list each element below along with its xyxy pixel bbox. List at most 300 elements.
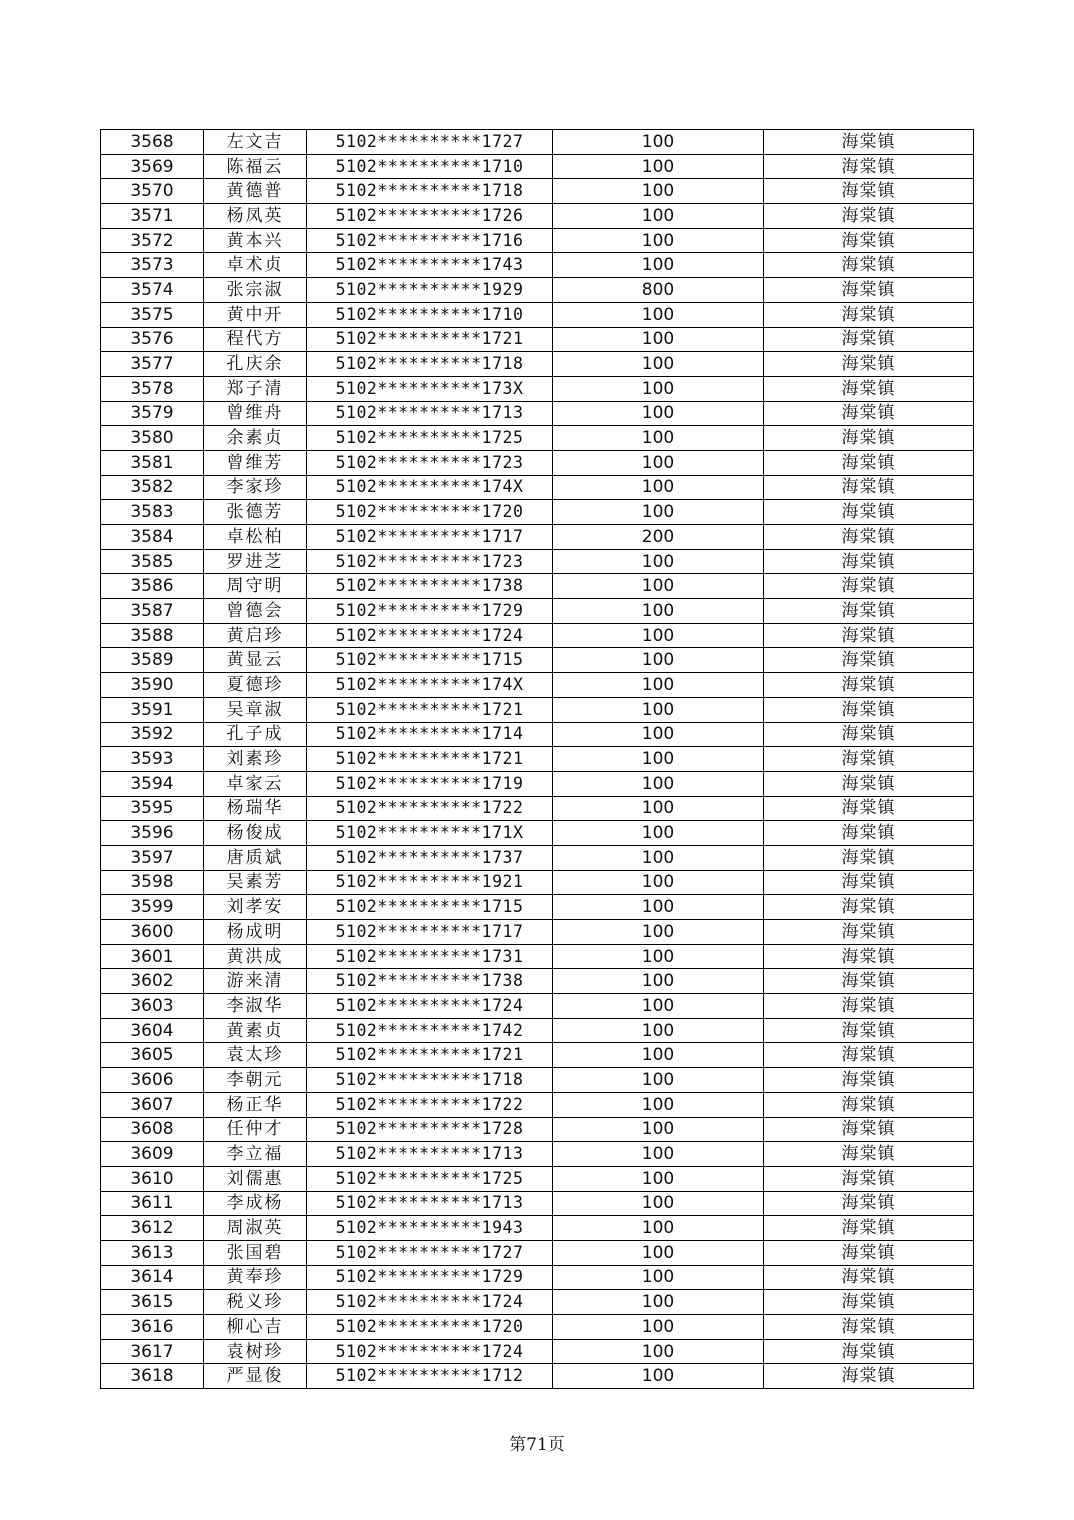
amount-cell: 100 bbox=[553, 1166, 764, 1191]
table-row bbox=[101, 352, 974, 377]
id-number-cell: 5102**********1738 bbox=[307, 574, 553, 599]
name-cell: 郑子清 bbox=[204, 376, 307, 401]
town-cell: 海棠镇 bbox=[764, 1315, 974, 1340]
name-cell: 黄本兴 bbox=[204, 228, 307, 253]
row-number-cell: 3598 bbox=[101, 870, 204, 895]
row-number-cell: 3568 bbox=[101, 130, 204, 155]
amount-cell: 100 bbox=[553, 1018, 764, 1043]
name-cell: 黄德普 bbox=[204, 179, 307, 204]
name-cell: 刘儒惠 bbox=[204, 1166, 307, 1191]
amount-cell: 100 bbox=[553, 1043, 764, 1068]
table-row bbox=[101, 697, 974, 722]
amount-cell: 100 bbox=[553, 1092, 764, 1117]
amount-cell: 100 bbox=[553, 253, 764, 278]
row-number-cell: 3595 bbox=[101, 796, 204, 821]
amount-cell: 100 bbox=[553, 1142, 764, 1167]
amount-cell: 100 bbox=[553, 1290, 764, 1315]
table-row bbox=[101, 1216, 974, 1241]
town-cell: 海棠镇 bbox=[764, 1265, 974, 1290]
id-number-cell: 5102**********1921 bbox=[307, 870, 553, 895]
amount-cell: 100 bbox=[553, 1191, 764, 1216]
table-row bbox=[101, 327, 974, 352]
id-number-cell: 5102**********1713 bbox=[307, 401, 553, 426]
id-number-cell: 5102**********1738 bbox=[307, 969, 553, 994]
id-number-cell: 5102**********1943 bbox=[307, 1216, 553, 1241]
row-number-cell: 3616 bbox=[101, 1315, 204, 1340]
table-row bbox=[101, 376, 974, 401]
town-cell: 海棠镇 bbox=[764, 204, 974, 229]
town-cell: 海棠镇 bbox=[764, 278, 974, 303]
name-cell: 曾德会 bbox=[204, 599, 307, 624]
town-cell: 海棠镇 bbox=[764, 376, 974, 401]
town-cell: 海棠镇 bbox=[764, 1068, 974, 1093]
amount-cell: 100 bbox=[553, 599, 764, 624]
town-cell: 海棠镇 bbox=[764, 228, 974, 253]
town-cell: 海棠镇 bbox=[764, 179, 974, 204]
row-number-cell: 3613 bbox=[101, 1240, 204, 1265]
town-cell: 海棠镇 bbox=[764, 1240, 974, 1265]
table-row bbox=[101, 1364, 974, 1389]
name-cell: 周淑英 bbox=[204, 1216, 307, 1241]
row-number-cell: 3612 bbox=[101, 1216, 204, 1241]
town-cell: 海棠镇 bbox=[764, 673, 974, 698]
town-cell: 海棠镇 bbox=[764, 327, 974, 352]
town-cell: 海棠镇 bbox=[764, 648, 974, 673]
amount-cell: 100 bbox=[553, 179, 764, 204]
amount-cell: 100 bbox=[553, 697, 764, 722]
town-cell: 海棠镇 bbox=[764, 352, 974, 377]
table-row bbox=[101, 1117, 974, 1142]
id-number-cell: 5102**********1714 bbox=[307, 722, 553, 747]
row-number-cell: 3580 bbox=[101, 426, 204, 451]
name-cell: 卓松柏 bbox=[204, 525, 307, 550]
id-number-cell: 5102**********1722 bbox=[307, 1092, 553, 1117]
table-row bbox=[101, 599, 974, 624]
id-number-cell: 5102**********1725 bbox=[307, 426, 553, 451]
amount-cell: 100 bbox=[553, 895, 764, 920]
name-cell: 袁树珍 bbox=[204, 1339, 307, 1364]
id-number-cell: 5102**********174X bbox=[307, 673, 553, 698]
amount-cell: 100 bbox=[553, 648, 764, 673]
row-number-cell: 3606 bbox=[101, 1068, 204, 1093]
town-cell: 海棠镇 bbox=[764, 253, 974, 278]
name-cell: 杨凤英 bbox=[204, 204, 307, 229]
row-number-cell: 3576 bbox=[101, 327, 204, 352]
amount-cell: 100 bbox=[553, 154, 764, 179]
row-number-cell: 3583 bbox=[101, 500, 204, 525]
amount-cell: 100 bbox=[553, 475, 764, 500]
id-number-cell: 5102**********1728 bbox=[307, 1117, 553, 1142]
town-cell: 海棠镇 bbox=[764, 771, 974, 796]
id-number-cell: 5102**********1719 bbox=[307, 771, 553, 796]
row-number-cell: 3596 bbox=[101, 821, 204, 846]
id-number-cell: 5102**********1720 bbox=[307, 1315, 553, 1340]
id-number-cell: 5102**********1723 bbox=[307, 549, 553, 574]
id-number-cell: 5102**********1729 bbox=[307, 1265, 553, 1290]
row-number-cell: 3574 bbox=[101, 278, 204, 303]
amount-cell: 100 bbox=[553, 845, 764, 870]
name-cell: 袁太珍 bbox=[204, 1043, 307, 1068]
name-cell: 唐质斌 bbox=[204, 845, 307, 870]
records-table-body bbox=[101, 130, 974, 1389]
row-number-cell: 3605 bbox=[101, 1043, 204, 1068]
table-row bbox=[101, 401, 974, 426]
table-row bbox=[101, 302, 974, 327]
table-row bbox=[101, 771, 974, 796]
id-number-cell: 5102**********171X bbox=[307, 821, 553, 846]
town-cell: 海棠镇 bbox=[764, 697, 974, 722]
row-number-cell: 3575 bbox=[101, 302, 204, 327]
amount-cell: 100 bbox=[553, 1265, 764, 1290]
id-number-cell: 5102**********1721 bbox=[307, 747, 553, 772]
table-row bbox=[101, 870, 974, 895]
id-number-cell: 5102**********1717 bbox=[307, 525, 553, 550]
table-row bbox=[101, 821, 974, 846]
town-cell: 海棠镇 bbox=[764, 944, 974, 969]
name-cell: 吴素芳 bbox=[204, 870, 307, 895]
table-row bbox=[101, 475, 974, 500]
name-cell: 孔庆余 bbox=[204, 352, 307, 377]
table-row bbox=[101, 426, 974, 451]
name-cell: 余素贞 bbox=[204, 426, 307, 451]
amount-cell: 100 bbox=[553, 376, 764, 401]
id-number-cell: 5102**********1718 bbox=[307, 1068, 553, 1093]
table-row bbox=[101, 1043, 974, 1068]
id-number-cell: 5102**********1717 bbox=[307, 920, 553, 945]
town-cell: 海棠镇 bbox=[764, 426, 974, 451]
id-number-cell: 5102**********1722 bbox=[307, 796, 553, 821]
name-cell: 李成杨 bbox=[204, 1191, 307, 1216]
name-cell: 刘孝安 bbox=[204, 895, 307, 920]
records-table bbox=[100, 129, 974, 1389]
town-cell: 海棠镇 bbox=[764, 1290, 974, 1315]
id-number-cell: 5102**********1715 bbox=[307, 895, 553, 920]
row-number-cell: 3588 bbox=[101, 623, 204, 648]
town-cell: 海棠镇 bbox=[764, 870, 974, 895]
id-number-cell: 5102**********1724 bbox=[307, 1339, 553, 1364]
row-number-cell: 3597 bbox=[101, 845, 204, 870]
id-number-cell: 5102**********1729 bbox=[307, 599, 553, 624]
name-cell: 黄素贞 bbox=[204, 1018, 307, 1043]
name-cell: 曾维芳 bbox=[204, 450, 307, 475]
row-number-cell: 3579 bbox=[101, 401, 204, 426]
id-number-cell: 5102**********173X bbox=[307, 376, 553, 401]
id-number-cell: 5102**********1723 bbox=[307, 450, 553, 475]
amount-cell: 100 bbox=[553, 1117, 764, 1142]
id-number-cell: 5102**********1727 bbox=[307, 1240, 553, 1265]
id-number-cell: 5102**********1721 bbox=[307, 327, 553, 352]
row-number-cell: 3593 bbox=[101, 747, 204, 772]
name-cell: 罗进芝 bbox=[204, 549, 307, 574]
amount-cell: 100 bbox=[553, 130, 764, 155]
amount-cell: 100 bbox=[553, 920, 764, 945]
town-cell: 海棠镇 bbox=[764, 1339, 974, 1364]
name-cell: 张宗淑 bbox=[204, 278, 307, 303]
id-number-cell: 5102**********1737 bbox=[307, 845, 553, 870]
amount-cell: 100 bbox=[553, 500, 764, 525]
amount-cell: 100 bbox=[553, 549, 764, 574]
id-number-cell: 5102**********1718 bbox=[307, 179, 553, 204]
amount-cell: 100 bbox=[553, 722, 764, 747]
amount-cell: 100 bbox=[553, 352, 764, 377]
town-cell: 海棠镇 bbox=[764, 1092, 974, 1117]
row-number-cell: 3586 bbox=[101, 574, 204, 599]
name-cell: 杨正华 bbox=[204, 1092, 307, 1117]
town-cell: 海棠镇 bbox=[764, 969, 974, 994]
table-row bbox=[101, 1265, 974, 1290]
town-cell: 海棠镇 bbox=[764, 1043, 974, 1068]
row-number-cell: 3569 bbox=[101, 154, 204, 179]
id-number-cell: 5102**********1721 bbox=[307, 697, 553, 722]
name-cell: 左文吉 bbox=[204, 130, 307, 155]
table-row bbox=[101, 944, 974, 969]
table-row bbox=[101, 450, 974, 475]
amount-cell: 200 bbox=[553, 525, 764, 550]
amount-cell: 100 bbox=[553, 401, 764, 426]
town-cell: 海棠镇 bbox=[764, 920, 974, 945]
id-number-cell: 5102**********1716 bbox=[307, 228, 553, 253]
name-cell: 张德芳 bbox=[204, 500, 307, 525]
table-row bbox=[101, 130, 974, 155]
table-row bbox=[101, 1068, 974, 1093]
table-row bbox=[101, 1166, 974, 1191]
town-cell: 海棠镇 bbox=[764, 1142, 974, 1167]
town-cell: 海棠镇 bbox=[764, 574, 974, 599]
row-number-cell: 3615 bbox=[101, 1290, 204, 1315]
row-number-cell: 3589 bbox=[101, 648, 204, 673]
amount-cell: 100 bbox=[553, 623, 764, 648]
town-cell: 海棠镇 bbox=[764, 994, 974, 1019]
town-cell: 海棠镇 bbox=[764, 450, 974, 475]
table-row bbox=[101, 228, 974, 253]
row-number-cell: 3572 bbox=[101, 228, 204, 253]
town-cell: 海棠镇 bbox=[764, 1018, 974, 1043]
amount-cell: 100 bbox=[553, 204, 764, 229]
row-number-cell: 3571 bbox=[101, 204, 204, 229]
row-number-cell: 3608 bbox=[101, 1117, 204, 1142]
town-cell: 海棠镇 bbox=[764, 500, 974, 525]
name-cell: 黄中开 bbox=[204, 302, 307, 327]
table-row bbox=[101, 673, 974, 698]
table-row bbox=[101, 722, 974, 747]
name-cell: 游来清 bbox=[204, 969, 307, 994]
name-cell: 杨瑞华 bbox=[204, 796, 307, 821]
amount-cell: 100 bbox=[553, 994, 764, 1019]
table-row bbox=[101, 1092, 974, 1117]
row-number-cell: 3609 bbox=[101, 1142, 204, 1167]
table-row bbox=[101, 500, 974, 525]
id-number-cell: 5102**********1715 bbox=[307, 648, 553, 673]
amount-cell: 100 bbox=[553, 228, 764, 253]
table-row bbox=[101, 154, 974, 179]
amount-cell: 100 bbox=[553, 1364, 764, 1389]
name-cell: 刘素珍 bbox=[204, 747, 307, 772]
id-number-cell: 5102**********1712 bbox=[307, 1364, 553, 1389]
id-number-cell: 5102**********1743 bbox=[307, 253, 553, 278]
page-number: 第71页 bbox=[509, 1435, 565, 1455]
name-cell: 杨俊成 bbox=[204, 821, 307, 846]
town-cell: 海棠镇 bbox=[764, 599, 974, 624]
table-row bbox=[101, 204, 974, 229]
table-row bbox=[101, 969, 974, 994]
id-number-cell: 5102**********1724 bbox=[307, 994, 553, 1019]
name-cell: 张国碧 bbox=[204, 1240, 307, 1265]
row-number-cell: 3581 bbox=[101, 450, 204, 475]
row-number-cell: 3587 bbox=[101, 599, 204, 624]
town-cell: 海棠镇 bbox=[764, 895, 974, 920]
row-number-cell: 3610 bbox=[101, 1166, 204, 1191]
name-cell: 黄显云 bbox=[204, 648, 307, 673]
town-cell: 海棠镇 bbox=[764, 130, 974, 155]
id-number-cell: 5102**********1726 bbox=[307, 204, 553, 229]
row-number-cell: 3611 bbox=[101, 1191, 204, 1216]
id-number-cell: 5102**********1731 bbox=[307, 944, 553, 969]
row-number-cell: 3594 bbox=[101, 771, 204, 796]
name-cell: 杨成明 bbox=[204, 920, 307, 945]
amount-cell: 100 bbox=[553, 302, 764, 327]
row-number-cell: 3618 bbox=[101, 1364, 204, 1389]
id-number-cell: 5102**********1724 bbox=[307, 1290, 553, 1315]
name-cell: 黄奉珍 bbox=[204, 1265, 307, 1290]
id-number-cell: 5102**********1713 bbox=[307, 1191, 553, 1216]
name-cell: 夏德珍 bbox=[204, 673, 307, 698]
table-row bbox=[101, 796, 974, 821]
amount-cell: 800 bbox=[553, 278, 764, 303]
amount-cell: 100 bbox=[553, 1216, 764, 1241]
row-number-cell: 3592 bbox=[101, 722, 204, 747]
id-number-cell: 5102**********1742 bbox=[307, 1018, 553, 1043]
amount-cell: 100 bbox=[553, 944, 764, 969]
amount-cell: 100 bbox=[553, 771, 764, 796]
amount-cell: 100 bbox=[553, 1339, 764, 1364]
town-cell: 海棠镇 bbox=[764, 1166, 974, 1191]
name-cell: 黄启珍 bbox=[204, 623, 307, 648]
row-number-cell: 3614 bbox=[101, 1265, 204, 1290]
row-number-cell: 3582 bbox=[101, 475, 204, 500]
name-cell: 程代方 bbox=[204, 327, 307, 352]
id-number-cell: 5102**********1727 bbox=[307, 130, 553, 155]
id-number-cell: 5102**********1725 bbox=[307, 1166, 553, 1191]
table-row bbox=[101, 278, 974, 303]
row-number-cell: 3573 bbox=[101, 253, 204, 278]
table-row bbox=[101, 845, 974, 870]
name-cell: 严显俊 bbox=[204, 1364, 307, 1389]
amount-cell: 100 bbox=[553, 870, 764, 895]
town-cell: 海棠镇 bbox=[764, 1191, 974, 1216]
table-row bbox=[101, 574, 974, 599]
table-row bbox=[101, 648, 974, 673]
table-row bbox=[101, 549, 974, 574]
town-cell: 海棠镇 bbox=[764, 747, 974, 772]
table-row bbox=[101, 1290, 974, 1315]
town-cell: 海棠镇 bbox=[764, 525, 974, 550]
row-number-cell: 3601 bbox=[101, 944, 204, 969]
row-number-cell: 3602 bbox=[101, 969, 204, 994]
town-cell: 海棠镇 bbox=[764, 722, 974, 747]
amount-cell: 100 bbox=[553, 747, 764, 772]
name-cell: 卓术贞 bbox=[204, 253, 307, 278]
table-row bbox=[101, 1191, 974, 1216]
town-cell: 海棠镇 bbox=[764, 1364, 974, 1389]
town-cell: 海棠镇 bbox=[764, 1117, 974, 1142]
table-row bbox=[101, 623, 974, 648]
amount-cell: 100 bbox=[553, 1315, 764, 1340]
name-cell: 吴章淑 bbox=[204, 697, 307, 722]
amount-cell: 100 bbox=[553, 1068, 764, 1093]
table-row bbox=[101, 1339, 974, 1364]
town-cell: 海棠镇 bbox=[764, 845, 974, 870]
name-cell: 柳心吉 bbox=[204, 1315, 307, 1340]
name-cell: 孔子成 bbox=[204, 722, 307, 747]
table-row bbox=[101, 253, 974, 278]
town-cell: 海棠镇 bbox=[764, 1216, 974, 1241]
name-cell: 曾维舟 bbox=[204, 401, 307, 426]
row-number-cell: 3585 bbox=[101, 549, 204, 574]
name-cell: 税义珍 bbox=[204, 1290, 307, 1315]
row-number-cell: 3591 bbox=[101, 697, 204, 722]
row-number-cell: 3607 bbox=[101, 1092, 204, 1117]
town-cell: 海棠镇 bbox=[764, 821, 974, 846]
row-number-cell: 3617 bbox=[101, 1339, 204, 1364]
row-number-cell: 3600 bbox=[101, 920, 204, 945]
table-row bbox=[101, 1315, 974, 1340]
amount-cell: 100 bbox=[553, 673, 764, 698]
town-cell: 海棠镇 bbox=[764, 623, 974, 648]
row-number-cell: 3590 bbox=[101, 673, 204, 698]
table-row bbox=[101, 525, 974, 550]
town-cell: 海棠镇 bbox=[764, 154, 974, 179]
town-cell: 海棠镇 bbox=[764, 549, 974, 574]
name-cell: 李家珍 bbox=[204, 475, 307, 500]
id-number-cell: 5102**********1710 bbox=[307, 302, 553, 327]
amount-cell: 100 bbox=[553, 450, 764, 475]
table-row bbox=[101, 1142, 974, 1167]
town-cell: 海棠镇 bbox=[764, 475, 974, 500]
table-row bbox=[101, 1018, 974, 1043]
id-number-cell: 5102**********1710 bbox=[307, 154, 553, 179]
amount-cell: 100 bbox=[553, 574, 764, 599]
row-number-cell: 3604 bbox=[101, 1018, 204, 1043]
table-row bbox=[101, 920, 974, 945]
row-number-cell: 3577 bbox=[101, 352, 204, 377]
amount-cell: 100 bbox=[553, 426, 764, 451]
row-number-cell: 3603 bbox=[101, 994, 204, 1019]
name-cell: 任仲才 bbox=[204, 1117, 307, 1142]
name-cell: 李立福 bbox=[204, 1142, 307, 1167]
table-row bbox=[101, 895, 974, 920]
amount-cell: 100 bbox=[553, 821, 764, 846]
table-row bbox=[101, 1240, 974, 1265]
table-row bbox=[101, 179, 974, 204]
amount-cell: 100 bbox=[553, 327, 764, 352]
id-number-cell: 5102**********1720 bbox=[307, 500, 553, 525]
id-number-cell: 5102**********1721 bbox=[307, 1043, 553, 1068]
name-cell: 陈福云 bbox=[204, 154, 307, 179]
amount-cell: 100 bbox=[553, 796, 764, 821]
town-cell: 海棠镇 bbox=[764, 302, 974, 327]
amount-cell: 100 bbox=[553, 1240, 764, 1265]
amount-cell: 100 bbox=[553, 969, 764, 994]
id-number-cell: 5102**********1713 bbox=[307, 1142, 553, 1167]
table-row bbox=[101, 994, 974, 1019]
id-number-cell: 5102**********1724 bbox=[307, 623, 553, 648]
id-number-cell: 5102**********1929 bbox=[307, 278, 553, 303]
town-cell: 海棠镇 bbox=[764, 796, 974, 821]
name-cell: 周守明 bbox=[204, 574, 307, 599]
row-number-cell: 3584 bbox=[101, 525, 204, 550]
id-number-cell: 5102**********174X bbox=[307, 475, 553, 500]
name-cell: 李淑华 bbox=[204, 994, 307, 1019]
